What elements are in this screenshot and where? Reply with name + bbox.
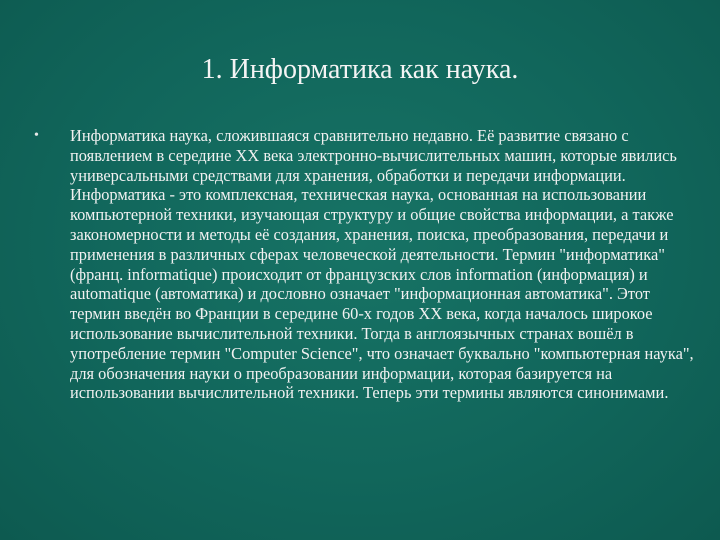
bullet-marker: • [34, 128, 39, 143]
bullet-list-item [34, 126, 694, 403]
body-paragraph: Информатика наука, сложившаяся сравнительно недавно. Её развитие связано с появлением в середине XX века электронно-вычислительных машин, которые явились универсальными средствами для хранения, обработки и передачи информации. Информатика - это комплексная, техническая наука, основанная на использовании компьютерной техники, изучающая структуру и общие свойства информации, а также закономерности и методы её создания, хранения, поиска, преобразования, передачи и применения в различных сферах человеческой деятельности. Термин "информатика" (франц. informatique) происходит от французских слов information (информация) и automatique (автоматика) и дословно означает "информационная автоматика". Этот термин введён во Франции в середине 60-х годов XX века, когда началось широкое использование вычислительной техники. Тогда в англоязычных странах вошёл в употребление термин "Computer Science", что означает буквально "компьютерная наука", для обозначения науки о преобразовании информации, которая базируется на использовании вычислительной техники. Теперь эти термины являются синонимами. [70, 126, 694, 403]
slide-title: 1. Информатика как наука. [201, 54, 519, 85]
